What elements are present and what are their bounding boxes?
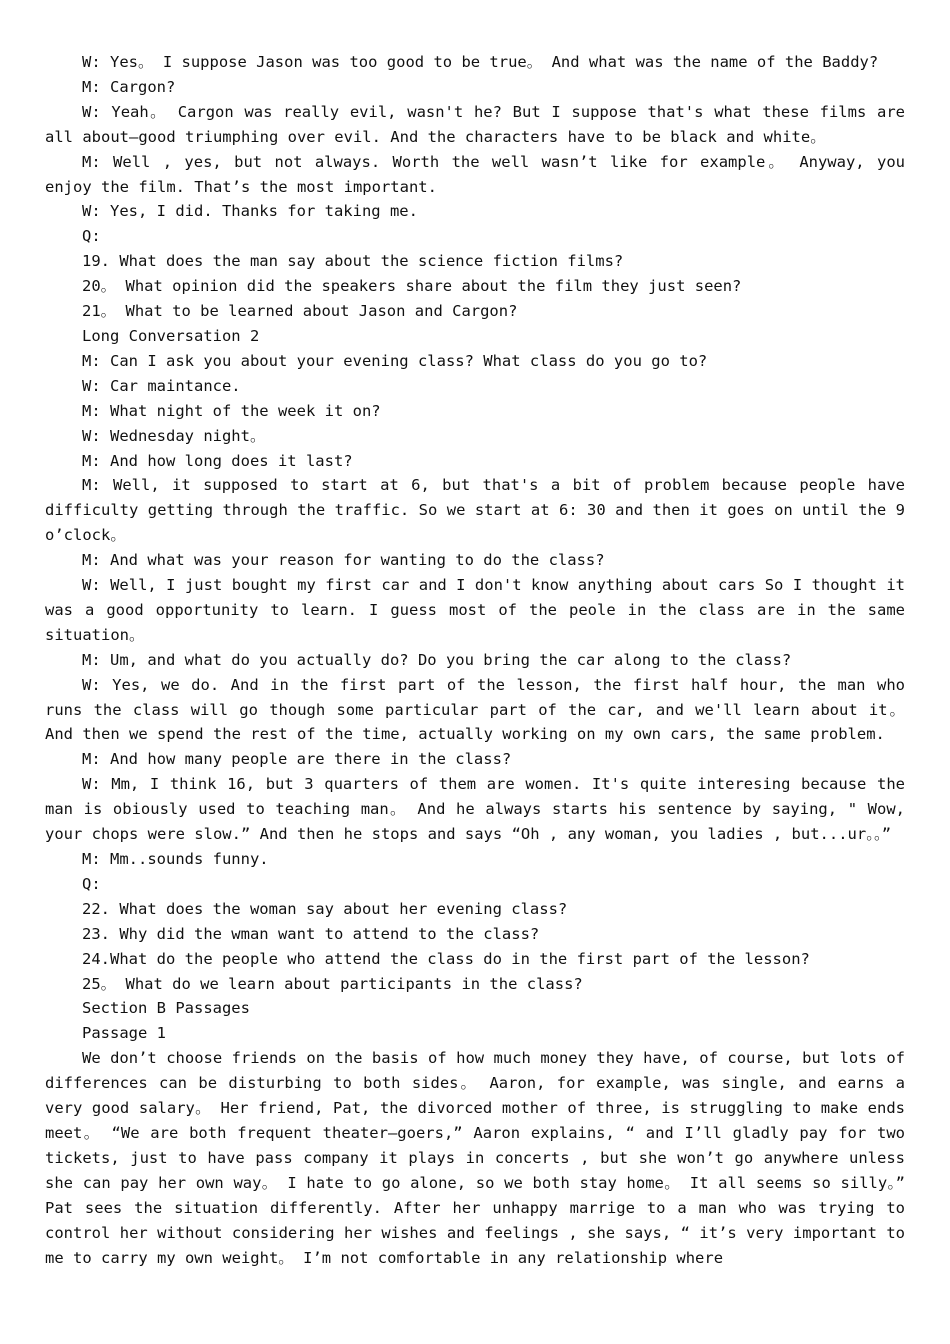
dialogue-line: W: Car maintance. <box>82 376 241 395</box>
passage-paragraph: We don’t choose friends on the basis of how much money they have, of course, but lots of differences can be disturbing to both sides。 Aaron, for example, was single, and earns a very good salary。 Her friend, Pat, the divorced mother of three, is struggling to make ends meet。 “We are both frequent theater—goers,” Aaron explains, “ and I’ll gladly pay for two tickets, just to have pass company it plays in concerts , but she won’t go anywhere unless she can pay her own way。 I hate to go alone, so we both stay home。 It all seems so silly。” Pat sees the situation differently. After her unhappy marrige to a man who was trying to control her without considering her wishes and feelings , she says, “ it’s very important to me to carry my own weight。 I’m not comfortable in any relationship where <box>45 1049 905 1267</box>
question-label: Q: <box>82 874 101 893</box>
dialogue-line: M: And how long does it last? <box>82 451 353 470</box>
passage-heading: Passage 1 <box>82 1024 166 1043</box>
dialogue-line: M: And what was your reason for wanting to do the class? <box>82 551 605 570</box>
dialogue-line: W: Yeah。 Cargon was really evil, wasn't he? But I suppose that's what these films are all about—good triumphing over evil. And the characters have to be black and white。 <box>45 102 905 146</box>
dialogue-line: W: Mm, I think 16, but 3 quarters of them are women. It's quite interesing because the man is obiously used to teaching man。 And he always starts his sentence by saying, " Wow, your chops were slow.” And then he stops and says “Oh , any woman, you ladies , but...ur。。” <box>45 775 905 844</box>
document-body <box>45 50 905 1270</box>
question-item: 21。 What to be learned about Jason and Cargon? <box>82 302 518 321</box>
dialogue-line: M: Mm..sounds funny. <box>82 850 269 868</box>
question-item: 24.What do the people who attend the class do in the first part of the lesson? <box>82 949 810 968</box>
dialogue-line: W: Wednesday night。 <box>82 426 266 445</box>
section-heading: Section B Passages <box>82 999 250 1018</box>
dialogue-line: M: Cargon? <box>82 77 176 96</box>
dialogue-line: M: Um, and what do you actually do? Do you bring the car along to the class? <box>82 650 792 669</box>
question-item: 23. Why did the wman want to attend to the class? <box>82 924 540 943</box>
question-item: 19. What does the man say about the science fiction films? <box>82 252 624 271</box>
dialogue-line: W: Well, I just bought my first car and I don't know anything about cars So I thought it was a good opportunity to learn. I guess most of the peole in the class are in the same situation。 <box>45 576 905 644</box>
question-label: Q: <box>82 227 101 246</box>
dialogue-line: M: Can I ask you about your evening class? What class do you go to? <box>82 351 708 370</box>
dialogue-line: W: Yes, I did. Thanks for taking me. <box>82 202 418 221</box>
dialogue-line: W: Yes, we do. And in the first part of the lesson, the first half hour, the man who runs the class will go though some particular part of the car, and we'll learn about it。 And then we spend the rest of the time, actually working on my own cars, the same problem. <box>45 675 905 744</box>
dialogue-line: M: What night of the week it on? <box>82 401 381 420</box>
dialogue-line: M: And how many people are there in the class? <box>82 750 512 769</box>
question-item: 22. What does the woman say about her evening class? <box>82 899 568 918</box>
dialogue-line: M: Well , yes, but not always. Worth the well wasn’t like for example。 Anyway, you enjoy the film. That’s the most important. <box>45 152 905 196</box>
section-heading: Long Conversation 2 <box>82 326 260 345</box>
question-item: 25。 What do we learn about participants in the class? <box>82 974 583 993</box>
dialogue-line: M: Well, it supposed to start at 6, but that's a bit of problem because people have difficulty getting through the traffic. So we start at 6: 30 and then it goes on until the 9 o’clock。 <box>45 476 905 545</box>
dialogue-line: W: Yes。 I suppose Jason was too good to be true。 And what was the name of the Baddy? <box>82 53 879 71</box>
question-item: 20。 What opinion did the speakers share about the film they just seen? <box>82 277 742 296</box>
